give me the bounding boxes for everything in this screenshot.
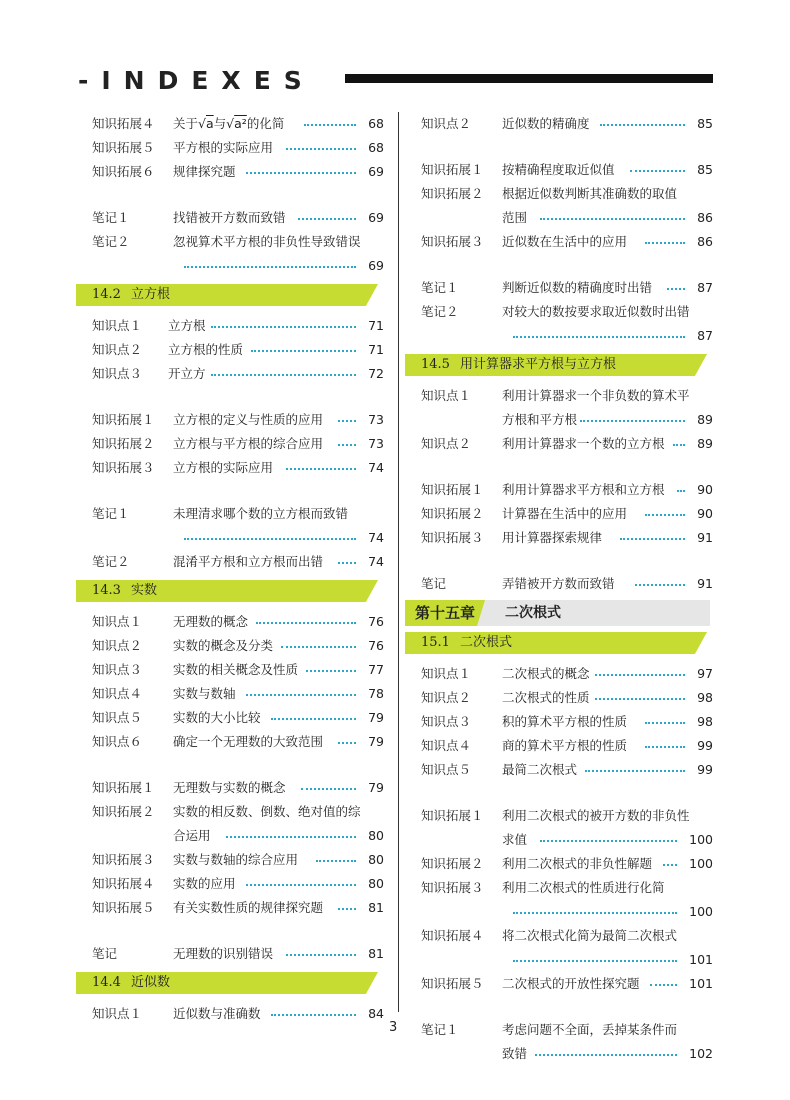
entry-page: 86 (697, 234, 713, 249)
entry-label: 知识拓展２ (421, 506, 484, 521)
header-rule (345, 74, 713, 83)
entry-label: 知识点３ (92, 366, 143, 381)
entry-title: 开立方 (168, 366, 206, 381)
entry-label: 笔记２ (92, 234, 130, 249)
leader-dots (630, 170, 685, 172)
toc-entry[interactable] (76, 706, 386, 730)
entry-title: 二次根式的概念 (502, 666, 590, 681)
leader-dots (585, 770, 685, 772)
entry-page: 73 (368, 412, 384, 427)
entry-title: 利用计算器求一个数的立方根 (502, 436, 665, 451)
entry-page: 91 (697, 530, 713, 545)
entry-title: 实数的相反数、倒数、绝对值的综 (173, 804, 361, 819)
toc-entry[interactable] (405, 662, 715, 686)
section-header-14-5[interactable] (405, 354, 715, 376)
entry-title: 利用二次根式的非负性解题 (502, 856, 653, 871)
entry-label: 知识拓展３ (421, 234, 484, 249)
toc-entry[interactable] (76, 1002, 386, 1026)
entry-label: 知识点４ (421, 738, 472, 753)
entry-page: 100 (689, 832, 713, 847)
toc-entry-continued[interactable] (76, 824, 386, 848)
left-column (76, 112, 386, 1026)
entry-page: 74 (368, 554, 384, 569)
leader-dots (306, 670, 356, 672)
entry-title: 立方根的实际应用 (173, 460, 274, 475)
entry-label: 知识拓展３ (92, 460, 155, 475)
entry-page: 80 (368, 852, 384, 867)
entry-label: 知识点６ (92, 734, 143, 749)
entry-title: 近似数的精确度 (502, 116, 590, 131)
entry-title: 立方根 (168, 318, 206, 333)
leader-dots (540, 840, 677, 842)
entry-page: 97 (697, 666, 713, 681)
leader-dots (338, 562, 356, 564)
leader-dots (301, 788, 356, 790)
section-header-14-3[interactable] (76, 580, 386, 602)
entry-title: 未理清求哪个数的立方根而致错 (173, 506, 349, 521)
toc-entry[interactable] (76, 432, 386, 456)
entry-page: 101 (689, 976, 713, 991)
entry-page: 100 (689, 856, 713, 871)
entry-title: 利用二次根式的被开方数的非负性 (502, 808, 690, 823)
entry-title: 按精确程度取近似值 (502, 162, 615, 177)
toc-entry[interactable] (405, 230, 715, 254)
section-header-14-4[interactable] (76, 972, 386, 994)
entry-label: 知识点５ (92, 710, 143, 725)
toc-entry[interactable] (76, 160, 386, 184)
toc-entry[interactable] (405, 526, 715, 550)
entry-page: 98 (697, 690, 713, 705)
toc-entry[interactable] (76, 550, 386, 574)
leader-dots (645, 746, 685, 748)
toc-entry[interactable] (76, 634, 386, 658)
entry-title: 商的算术平方根的性质 (502, 738, 628, 753)
entry-title: 二次根式的性质 (502, 690, 590, 705)
entry-label: 知识点２ (92, 342, 143, 357)
entry-title: 对较大的数按要求取近似数时出错 (502, 304, 690, 319)
entry-title: 计算器在生活中的应用 (502, 506, 628, 521)
leader-dots (513, 912, 677, 914)
toc-entry[interactable] (405, 432, 715, 456)
toc-entry-continued[interactable] (76, 526, 386, 550)
entry-title: 近似数与准确数 (173, 1006, 261, 1021)
leader-dots (667, 288, 685, 290)
entry-title: 二次根式的开放性探究题 (502, 976, 640, 991)
toc-entry[interactable] (76, 206, 386, 230)
toc-entry[interactable] (405, 876, 715, 900)
leader-dots (338, 742, 356, 744)
entry-title: 平方根的实际应用 (173, 140, 274, 155)
entry-page: 71 (368, 342, 384, 357)
entry-page: 99 (697, 762, 713, 777)
entry-label: 知识拓展３ (421, 880, 484, 895)
column-divider (398, 112, 399, 1012)
right-column (405, 112, 715, 1066)
entry-label: 知识点１ (92, 1006, 143, 1021)
entry-label: 知识拓展４ (92, 876, 155, 891)
entry-label: 笔记２ (92, 554, 130, 569)
leader-dots (246, 172, 356, 174)
toc-entry[interactable] (76, 942, 386, 966)
leader-dots (635, 584, 685, 586)
entry-label: 知识拓展１ (92, 412, 155, 427)
entry-page: 74 (368, 460, 384, 475)
toc-entry[interactable] (76, 408, 386, 432)
entry-label: 知识拓展２ (421, 186, 484, 201)
toc-entry-continued[interactable] (405, 948, 715, 972)
entry-label: 知识点３ (421, 714, 472, 729)
entry-page: 87 (697, 328, 713, 343)
entry-title-continued: 范围 (502, 210, 528, 225)
entry-title: 根据近似数判断其准确数的取值 (502, 186, 678, 201)
entry-title: 实数的相关概念及性质 (173, 662, 299, 677)
entry-page: 89 (697, 412, 713, 427)
toc-entry[interactable] (405, 478, 715, 502)
toc-entry[interactable] (405, 300, 715, 324)
chapter-header-15[interactable] (405, 600, 715, 626)
leader-dots (600, 124, 685, 126)
entry-title: 规律探究题 (173, 164, 236, 179)
section-number: 14.5 (421, 357, 450, 372)
entry-page: 90 (697, 482, 713, 497)
toc-entry[interactable] (76, 338, 386, 362)
entry-label: 知识拓展５ (421, 976, 484, 991)
leader-dots (226, 836, 356, 838)
toc-entry[interactable] (76, 502, 386, 526)
entry-title: 弄错被开方数而致错 (502, 576, 615, 591)
toc-entry-continued[interactable] (405, 900, 715, 924)
entry-page: 74 (368, 530, 384, 545)
leader-dots (645, 514, 685, 516)
toc-entry[interactable] (76, 314, 386, 338)
toc-entry[interactable] (76, 800, 386, 824)
leader-dots (251, 350, 356, 352)
entry-title: 最简二次根式 (502, 762, 578, 777)
toc-entry[interactable] (405, 572, 715, 596)
leader-dots (281, 646, 356, 648)
entry-label: 笔记１ (92, 210, 130, 225)
entry-page: 101 (689, 952, 713, 967)
entry-label: 知识拓展２ (421, 856, 484, 871)
leader-dots (580, 420, 685, 422)
entry-title-continued: 求值 (502, 832, 528, 847)
entry-label: 知识点１ (421, 388, 472, 403)
entry-title: 实数与数轴 (173, 686, 236, 701)
entry-label: 知识点１ (92, 614, 143, 629)
leader-dots (645, 242, 685, 244)
entry-page: 79 (368, 734, 384, 749)
entry-page: 80 (368, 876, 384, 891)
toc-entry[interactable] (76, 456, 386, 480)
entry-page: 76 (368, 614, 384, 629)
entry-label: 知识点５ (421, 762, 472, 777)
entry-label: 知识点４ (92, 686, 143, 701)
toc-entry[interactable] (405, 710, 715, 734)
leader-dots (211, 326, 356, 328)
entry-page: 99 (697, 738, 713, 753)
toc-entry[interactable] (76, 362, 386, 386)
toc-entry[interactable] (405, 502, 715, 526)
entry-title: 利用计算器求平方根和立方根 (502, 482, 665, 497)
entry-label: 知识点２ (421, 690, 472, 705)
entry-page: 98 (697, 714, 713, 729)
entry-label: 笔记 (92, 946, 118, 961)
leader-dots (673, 444, 685, 446)
leader-dots (513, 336, 685, 338)
leader-dots (650, 984, 677, 986)
toc-entry[interactable] (76, 776, 386, 800)
entry-label: 知识点１ (92, 318, 143, 333)
section-title: 实数 (130, 583, 157, 598)
leader-dots (211, 374, 356, 376)
toc-entry-continued[interactable] (76, 254, 386, 278)
toc-entry[interactable] (405, 276, 715, 300)
leader-dots (246, 884, 356, 886)
entry-title: 无理数的识别错误 (173, 946, 274, 961)
toc-entry[interactable] (76, 136, 386, 160)
section-number: 14.3 (92, 583, 121, 598)
entry-title: 找错被开方数而致错 (173, 210, 286, 225)
entry-page: 69 (368, 210, 384, 225)
entry-title: 利用二次根式的性质进行化简 (502, 880, 665, 895)
leader-dots (271, 718, 356, 720)
leader-dots (535, 1054, 677, 1056)
page-number: 3 (389, 1020, 398, 1035)
leader-dots (595, 674, 685, 676)
toc-entry[interactable] (76, 896, 386, 920)
toc-entry-continued[interactable] (405, 1042, 715, 1066)
toc-entry-continued[interactable] (405, 206, 715, 230)
toc-entry[interactable] (405, 1018, 715, 1042)
entry-title: 将二次根式化简为最简二次根式 (502, 928, 678, 943)
leader-dots (513, 960, 677, 962)
toc-entry[interactable] (405, 924, 715, 948)
entry-page: 71 (368, 318, 384, 333)
toc-entry[interactable] (405, 972, 715, 996)
entry-label: 笔记１ (421, 280, 459, 295)
entry-page: 100 (689, 904, 713, 919)
entry-title: 判断近似数的精确度时出错 (502, 280, 653, 295)
leader-dots (338, 444, 356, 446)
toc-entry-continued[interactable] (405, 408, 715, 432)
entry-page: 90 (697, 506, 713, 521)
entry-label: 知识点１ (421, 666, 472, 681)
toc-entry[interactable] (76, 230, 386, 254)
section-header-14-2[interactable] (76, 284, 386, 306)
entry-title: 实数的应用 (173, 876, 236, 891)
leader-dots (645, 722, 685, 724)
entry-title: 忽视算术平方根的非负性导致错误 (173, 234, 361, 249)
chapter-number: 第十五章 (415, 604, 476, 622)
leader-dots (595, 698, 685, 700)
toc-entry[interactable] (405, 852, 715, 876)
entry-page: 78 (368, 686, 384, 701)
entry-title: 立方根的定义与性质的应用 (173, 412, 324, 427)
entry-title: 近似数在生活中的应用 (502, 234, 628, 249)
entry-page: 91 (697, 576, 713, 591)
section-title: 近似数 (130, 975, 170, 990)
toc-entry[interactable] (76, 730, 386, 754)
leader-dots (677, 490, 685, 492)
header-title: -INDEXES (78, 66, 315, 95)
entry-page: 89 (697, 436, 713, 451)
leader-dots (304, 124, 356, 126)
entry-label: 知识点２ (421, 436, 472, 451)
entry-title: 利用计算器求一个非负数的算术平 (502, 388, 690, 403)
toc-entry[interactable] (405, 112, 715, 136)
chapter-title: 二次根式 (505, 605, 561, 621)
section-number: 14.2 (92, 287, 121, 302)
entry-page: 85 (697, 116, 713, 131)
entry-title: 混淆平方根和立方根而出错 (173, 554, 324, 569)
entry-page: 102 (689, 1046, 713, 1061)
leader-dots (246, 694, 356, 696)
entry-page: 69 (368, 164, 384, 179)
toc-entry[interactable] (76, 658, 386, 682)
section-title: 用计算器求平方根与立方根 (459, 357, 616, 372)
entry-label: 知识点２ (421, 116, 472, 131)
entry-label: 知识点３ (92, 662, 143, 677)
entry-title: 无理数的概念 (173, 614, 249, 629)
entry-page: 68 (368, 116, 384, 131)
entry-page: 85 (697, 162, 713, 177)
toc-entry-continued[interactable] (405, 324, 715, 348)
toc-entry[interactable] (76, 682, 386, 706)
leader-dots (286, 148, 356, 150)
entry-title: 无理数与实数的概念 (173, 780, 286, 795)
leader-dots (286, 468, 356, 470)
section-number: 14.4 (92, 975, 121, 990)
entry-title: 考虑问题不全面，丢掉某条件而 (502, 1022, 678, 1037)
leader-dots (620, 538, 685, 540)
entry-label: 知识拓展２ (92, 436, 155, 451)
entry-title: 积的算术平方根的性质 (502, 714, 628, 729)
entry-label: 知识拓展３ (92, 852, 155, 867)
entry-title: 实数与数轴的综合应用 (173, 852, 299, 867)
entry-page: 79 (368, 710, 384, 725)
entry-page: 80 (368, 828, 384, 843)
entry-label: 知识拓展１ (421, 808, 484, 823)
entry-page: 81 (368, 900, 384, 915)
entry-title: 立方根与平方根的综合应用 (173, 436, 324, 451)
toc-entry[interactable] (76, 112, 386, 136)
entry-page: 69 (368, 258, 384, 273)
leader-dots (298, 218, 356, 220)
entry-page: 76 (368, 638, 384, 653)
entry-title-continued: 方根和平方根 (502, 412, 578, 427)
entry-page: 86 (697, 210, 713, 225)
entry-label: 知识拓展５ (92, 900, 155, 915)
entry-label: 笔记 (421, 576, 447, 591)
leader-dots (338, 420, 356, 422)
entry-label: 知识拓展５ (92, 140, 155, 155)
entry-title: 关于√a与√a²的化简 (173, 116, 285, 131)
entry-page: 72 (368, 366, 384, 381)
section-header-15-1[interactable] (405, 632, 715, 654)
leader-dots (286, 954, 356, 956)
leader-dots (663, 864, 677, 866)
entry-title: 有关实数性质的规律探究题 (173, 900, 324, 915)
entry-page: 79 (368, 780, 384, 795)
toc-entry[interactable] (405, 384, 715, 408)
entry-label: 笔记１ (421, 1022, 459, 1037)
entry-label: 笔记１ (92, 506, 130, 521)
entry-page: 81 (368, 946, 384, 961)
entry-label: 知识点２ (92, 638, 143, 653)
toc-entry[interactable] (405, 686, 715, 710)
toc-entry[interactable] (76, 610, 386, 634)
entry-label: 笔记２ (421, 304, 459, 319)
toc-entry[interactable] (76, 872, 386, 896)
section-title: 立方根 (130, 287, 170, 302)
leader-dots (184, 538, 356, 540)
entry-page: 77 (368, 662, 384, 677)
entry-title: 实数的概念及分类 (173, 638, 274, 653)
entry-label: 知识拓展１ (92, 780, 155, 795)
entry-page: 87 (697, 280, 713, 295)
toc-entry[interactable] (405, 734, 715, 758)
toc-entry[interactable] (405, 758, 715, 782)
leader-dots (338, 908, 356, 910)
toc-entry[interactable] (405, 158, 715, 182)
entry-label: 知识拓展１ (421, 482, 484, 497)
entry-title: 立方根的性质 (168, 342, 244, 357)
entry-title: 确定一个无理数的大致范围 (173, 734, 324, 749)
entry-title-continued: 合运用 (173, 828, 211, 843)
entry-page: 73 (368, 436, 384, 451)
toc-entry[interactable] (405, 182, 715, 206)
entry-title: 实数的大小比较 (173, 710, 261, 725)
section-number: 15.1 (421, 635, 450, 650)
leader-dots (540, 218, 685, 220)
toc-entry[interactable] (405, 804, 715, 828)
entry-label: 知识拓展４ (92, 116, 155, 131)
leader-dots (271, 1014, 356, 1016)
section-title: 二次根式 (459, 635, 512, 650)
leader-dots (184, 266, 356, 268)
leader-dots (256, 622, 356, 624)
entry-page: 68 (368, 140, 384, 155)
entry-label: 知识拓展６ (92, 164, 155, 179)
entry-label: 知识拓展１ (421, 162, 484, 177)
entry-title-continued: 致错 (502, 1046, 528, 1061)
entry-label: 知识拓展４ (421, 928, 484, 943)
entry-label: 知识拓展２ (92, 804, 155, 819)
entry-label: 知识拓展３ (421, 530, 484, 545)
toc-entry[interactable] (76, 848, 386, 872)
toc-entry-continued[interactable] (405, 828, 715, 852)
leader-dots (316, 860, 356, 862)
entry-title: 用计算器探索规律 (502, 530, 603, 545)
entry-page: 84 (368, 1006, 384, 1021)
